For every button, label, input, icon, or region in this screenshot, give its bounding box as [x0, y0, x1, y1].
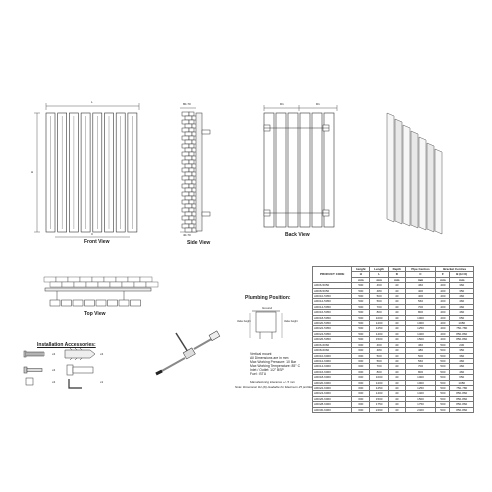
front-width-dim: L — [91, 100, 93, 104]
table-cell: 560 — [370, 358, 389, 363]
table-cell: 1250 — [370, 326, 389, 331]
table-cell: AR012-6060 — [313, 358, 352, 363]
table-cell: 40 — [389, 326, 406, 331]
table-cell: 480 — [370, 348, 389, 353]
table-cell: 500 — [436, 375, 450, 380]
table-cell: 400 — [436, 310, 450, 315]
table-row — [313, 407, 474, 412]
table-cell: 460 — [405, 283, 436, 288]
table-cell: 500 — [436, 402, 450, 407]
table-cell: 650 — [450, 315, 474, 320]
table-cell: 460 — [450, 304, 474, 309]
col-depth: Depth — [389, 267, 406, 272]
table-cell: 460 — [450, 358, 474, 363]
tolerance-note: Manufacturing tolerance +/- 5 mm — [250, 380, 295, 384]
table-cell: 40 — [389, 321, 406, 326]
front-view-label: Front View — [84, 239, 110, 245]
table-cell: 1000 — [405, 315, 436, 320]
table-cell: AR024-6060 — [313, 391, 352, 396]
back-top-dim-1: D1 — [280, 102, 284, 106]
table-cell: 230 — [450, 342, 474, 347]
unit: mm — [352, 277, 370, 282]
table-cell: 500 — [352, 337, 370, 342]
table-cell: AR026-5050 — [313, 337, 352, 342]
col-pipe-centres: Pipe Centres — [405, 267, 436, 272]
table-cell: 400 — [436, 321, 450, 326]
table-cell: AR06-5050 — [313, 283, 352, 288]
table-cell: 500 — [436, 369, 450, 374]
table-cell: 40 — [389, 364, 406, 369]
table-cell: 500 — [436, 407, 450, 412]
table-cell: 1750 — [405, 402, 436, 407]
table-cell: 1200 — [370, 321, 389, 326]
table-cell: AR08-6060 — [313, 348, 352, 353]
table-cell: 40 — [389, 299, 406, 304]
table-cell: 600 — [352, 369, 370, 374]
table-cell: 500 — [436, 353, 450, 358]
table-cell: 480 — [370, 288, 389, 293]
table-cell: 800 — [405, 369, 436, 374]
plumbing-title: Plumbing Position: — [245, 295, 291, 301]
table-cell: 500 — [352, 331, 370, 336]
table-cell: 500 — [352, 294, 370, 299]
unit: mm — [436, 277, 450, 282]
table-cell: 500 — [352, 288, 370, 293]
accessory-qty-2: x4 — [100, 352, 104, 356]
table-cell: 1080 — [450, 380, 474, 385]
table-cell: 1400 — [370, 391, 389, 396]
table-cell: 560 — [370, 299, 389, 304]
table-cell: 360 — [450, 283, 474, 288]
table-cell: 800 — [370, 369, 389, 374]
table-cell: 40 — [389, 348, 406, 353]
note-line: Max Working Temperature: 85° C — [250, 364, 301, 368]
table-cell: 600 — [352, 358, 370, 363]
sub-b: B (H=X) — [450, 272, 474, 277]
table-cell: 40 — [389, 391, 406, 396]
table-cell: 500 — [370, 294, 389, 299]
table-cell: 1200 — [370, 380, 389, 385]
table-cell: 500 — [436, 385, 450, 390]
table-cell: AR012-5050 — [313, 299, 352, 304]
table-cell: AR022-6060 — [313, 385, 352, 390]
table-cell: 40 — [389, 407, 406, 412]
table-cell: 40 — [389, 402, 406, 407]
table-cell: 560 — [405, 358, 436, 363]
table-cell: 1000 — [370, 375, 389, 380]
table-cell: 460 — [450, 364, 474, 369]
table-cell: AR018-5050 — [313, 315, 352, 320]
table-cell: 40 — [389, 294, 406, 299]
table-cell: 1000 — [405, 380, 436, 385]
note-line: Inlet / Outlet: 1/2" BSP — [250, 368, 284, 372]
accessory-qty-1: x4 — [52, 352, 56, 356]
table-cell: 40 — [389, 369, 406, 374]
table-cell: 500 — [352, 310, 370, 315]
table-cell: 750-780 — [450, 326, 474, 331]
table-cell: 600 — [352, 407, 370, 412]
table-cell: AR030-6060 — [313, 407, 352, 412]
table-cell: 500 — [436, 396, 450, 401]
table-cell: 460 — [405, 342, 436, 347]
table-cell: 40 — [389, 396, 406, 401]
table-cell: 1500 — [405, 337, 436, 342]
table-cell: 500 — [352, 326, 370, 331]
sub-l: L — [370, 272, 389, 277]
table-cell: 850-860 — [450, 402, 474, 407]
table-cell: 400 — [405, 288, 436, 293]
table-cell: 40 — [389, 337, 406, 342]
table-cell: 460 — [450, 294, 474, 299]
table-cell: AR014-6060 — [313, 364, 352, 369]
table-cell: AR020-6060 — [313, 380, 352, 385]
table-cell: 40 — [389, 315, 406, 320]
table-cell: 40 — [389, 380, 406, 385]
side-view-label: Side View — [187, 240, 211, 246]
table-cell: 600 — [352, 375, 370, 380]
table-cell: 1000 — [370, 315, 389, 320]
table-cell: 1400 — [370, 331, 389, 336]
sub-h: H — [352, 272, 370, 277]
table-cell: 500 — [352, 315, 370, 320]
table-cell: 560 — [405, 299, 436, 304]
table-cell: 700 — [370, 304, 389, 309]
note-line: Max Working Pressure: 10 Bar — [250, 360, 297, 364]
table-cell: 350 — [450, 348, 474, 353]
table-cell: AR024-5050 — [313, 331, 352, 336]
table-cell: 500 — [352, 321, 370, 326]
table-cell: 1080 — [450, 321, 474, 326]
table-cell: 1500 — [370, 396, 389, 401]
table-cell: 600 — [352, 353, 370, 358]
table-cell: 460 — [450, 369, 474, 374]
table-cell: 400 — [436, 326, 450, 331]
sub-c: C — [405, 272, 436, 277]
table-header-row — [313, 267, 474, 272]
table-cell: 400 — [436, 299, 450, 304]
table-cell: AR010-6060 — [313, 353, 352, 358]
side-top-dim: 80-70 — [183, 102, 191, 106]
table-cell: 400 — [436, 283, 450, 288]
table-cell: 400 — [436, 304, 450, 309]
table-cell: 700 — [370, 364, 389, 369]
back-top-dim-2: D1 — [316, 102, 320, 106]
front-height-dim: H — [31, 170, 34, 174]
table-cell: AR010-5050 — [313, 294, 352, 299]
table-cell: 1400 — [405, 391, 436, 396]
table-cell: 850-860 — [450, 396, 474, 401]
table-cell: AR026-6060 — [313, 396, 352, 401]
table-cell: AR022-5050 — [313, 326, 352, 331]
col-height: Height — [352, 267, 370, 272]
table-cell: 800 — [405, 310, 436, 315]
table-cell: 460 — [450, 299, 474, 304]
table-cell: 480 — [405, 348, 436, 353]
table-cell: 40 — [389, 358, 406, 363]
table-cell: 40 — [389, 385, 406, 390]
table-cell: 40 — [389, 353, 406, 358]
table-cell: 800 — [370, 310, 389, 315]
table-cell: 500 — [352, 299, 370, 304]
unit: mm — [389, 277, 406, 282]
table-cell: 700 — [405, 304, 436, 309]
table-cell: AR08-5050 — [313, 288, 352, 293]
front-bottom-dim: C — [91, 232, 94, 236]
accessory-qty-3: x4 — [52, 368, 56, 372]
table-cell: 1000 — [405, 321, 436, 326]
table-cell: 40 — [389, 310, 406, 315]
table-cell: AR016-5050 — [313, 310, 352, 315]
note-line: Fuel : BTU — [250, 372, 267, 376]
table-cell: 500 — [436, 348, 450, 353]
table-cell: 700 — [405, 364, 436, 369]
table-cell: 850-860 — [450, 391, 474, 396]
table-cell: AR016-6060 — [313, 369, 352, 374]
table-cell: 460 — [450, 310, 474, 315]
table-cell: AR020-5050 — [313, 321, 352, 326]
plumbing-ground-label: Ground — [262, 306, 273, 310]
table-cell: 40 — [389, 342, 406, 347]
table-cell: 850-860 — [450, 407, 474, 412]
table-cell: 40 — [389, 331, 406, 336]
table-cell: 460 — [370, 342, 389, 347]
table-cell: 1250 — [405, 385, 436, 390]
table-cell: AR06-6060 — [313, 342, 352, 347]
col-product-code: PRODUCT CODE — [313, 267, 352, 283]
col-bracket-centres: Bracket Centres — [436, 267, 474, 272]
note-line: Vertical mount — [250, 352, 272, 356]
spec-table — [312, 266, 474, 413]
table-cell: 460 — [370, 283, 389, 288]
table-cell: 500 — [436, 364, 450, 369]
table-cell: 600 — [352, 342, 370, 347]
table-cell: 850-860 — [450, 331, 474, 336]
table-cell: 500 — [436, 380, 450, 385]
sub-d: D — [389, 272, 406, 277]
table-cell: 400 — [436, 294, 450, 299]
table-cell: 1750 — [370, 402, 389, 407]
table-cell: 40 — [389, 288, 406, 293]
table-cell: 40 — [389, 283, 406, 288]
table-cell: 350 — [450, 288, 474, 293]
table-cell: 500 — [436, 358, 450, 363]
unit: mm — [450, 277, 474, 282]
back-view-label: Back View — [285, 232, 310, 238]
table-cell: 600 — [352, 380, 370, 385]
table-cell: 750-780 — [450, 385, 474, 390]
table-cell: 40 — [389, 375, 406, 380]
table-cell: 400 — [436, 331, 450, 336]
table-cell: 1250 — [405, 326, 436, 331]
table-cell: 500 — [370, 353, 389, 358]
table-cell: 1250 — [370, 385, 389, 390]
table-cell: 1400 — [405, 331, 436, 336]
accessory-qty-5: x4 — [52, 380, 56, 384]
profiles-note: Note: Dimension D1 (D) Available for Maximum 25 profiles — [235, 385, 313, 389]
top-view-label: Top View — [84, 311, 106, 317]
table-cell: 40 — [389, 304, 406, 309]
table-cell: 1000 — [405, 375, 436, 380]
unit: mm — [405, 277, 436, 282]
plumbing-left-label: Valve height — [237, 320, 251, 323]
table-cell: AR014-5050 — [313, 304, 352, 309]
table-cell: 600 — [352, 391, 370, 396]
note-line: All Dimensions are in mm — [250, 356, 289, 360]
table-cell: 2490 — [370, 407, 389, 412]
table-cell: 2400 — [405, 407, 436, 412]
table-cell: 400 — [405, 294, 436, 299]
table-cell: 400 — [436, 288, 450, 293]
table-cell: 650 — [450, 375, 474, 380]
table-cell: 400 — [436, 315, 450, 320]
unit: mm — [370, 277, 389, 282]
table-cell: 600 — [352, 364, 370, 369]
table-cell: 1500 — [370, 337, 389, 342]
plumbing-right-label: Valve height — [284, 320, 298, 323]
accessory-qty-6: x1 — [100, 380, 104, 384]
table-cell: 600 — [352, 385, 370, 390]
table-cell: 600 — [352, 402, 370, 407]
accessories-title: Installation Accessories: — [37, 342, 96, 348]
table-cell: 360 — [450, 353, 474, 358]
table-cell: 600 — [352, 396, 370, 401]
side-bottom-dim: 40-70 — [183, 233, 191, 237]
table-cell: 600 — [352, 348, 370, 353]
table-cell: 500 — [352, 283, 370, 288]
table-cell: AR018-6060 — [313, 375, 352, 380]
col-length: Length — [370, 267, 389, 272]
table-cell: 500 — [436, 391, 450, 396]
table-cell: AR028-6060 — [313, 402, 352, 407]
sub-f: F — [436, 272, 450, 277]
table-cell: 500 — [405, 353, 436, 358]
table-cell: 500 — [352, 304, 370, 309]
table-cell: 1500 — [405, 396, 436, 401]
table-cell: 850-860 — [450, 337, 474, 342]
plumbing-notes — [250, 352, 310, 376]
table-cell: 500 — [436, 342, 450, 347]
table-cell: 400 — [436, 337, 450, 342]
